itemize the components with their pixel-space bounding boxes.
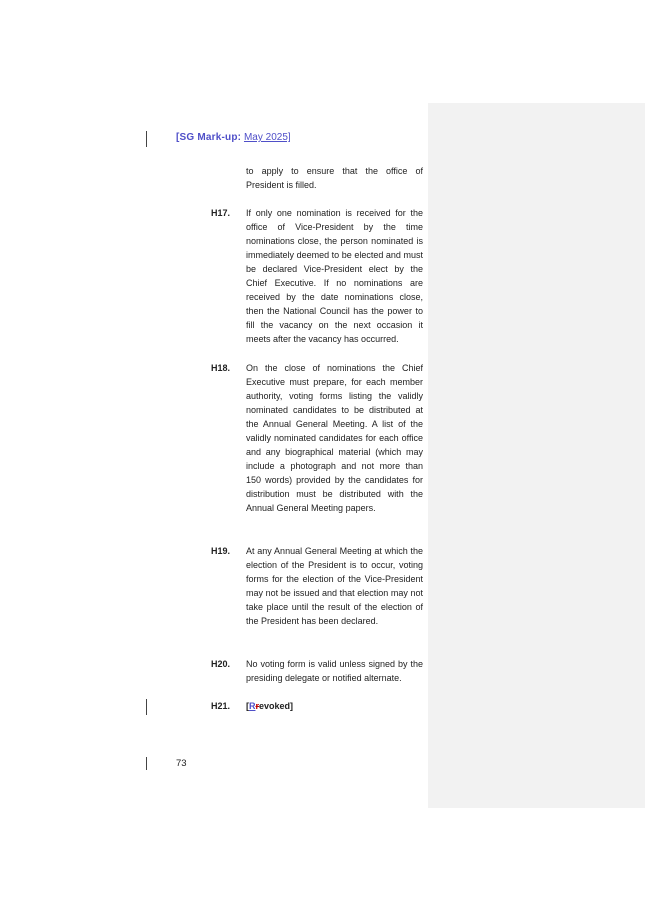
page-number: 73 [176,758,187,769]
change-bar-footer [146,757,147,770]
markup-date: May 2025] [243,132,291,143]
revoked-inserted-letter: R [249,701,256,711]
clause-text: If only one nomination is received for the office of Vice-President by the time nominations close, the person nominated is immediately deemed to be elected and must be declared Vice-President elect by the Chief Executive. If no nominations are received by the date nominations close, then the National Council has the power to fill the vacancy on the next occasion it meets after the vacancy has occurred. [246,208,423,344]
clause-number: H18. [211,363,231,373]
comment-pane [428,103,645,808]
continuation-paragraph [211,164,423,192]
change-bar-header [146,131,147,147]
revoked-open-bracket: [ [246,701,249,711]
clause-h20 [211,657,423,685]
clause-text: At any Annual General Meeting at which the election of the President is to occur, voting forms for the election of the Vice-President may not be issued and that election may not take place until the result of the election of the President has been declared. [246,546,423,626]
clause-number: H19. [211,546,231,556]
revoked-rest: evoked] [259,701,294,711]
change-bar-h21 [146,699,147,715]
continuation-text: to apply to ensure that the office of President is filled. [246,166,423,190]
clause-h18 [211,361,423,515]
revoked-text [246,699,423,713]
clause-h21 [211,699,423,713]
clause-h19 [211,544,423,628]
revoked-deleted-letter: r [255,701,260,711]
markup-label: [SG Mark-up: [176,132,242,143]
clause-h17 [211,206,423,346]
clause-text: No voting form is valid unless signed by the presiding delegate or notified alternate. [246,659,423,683]
clause-text: On the close of nominations the Chief Executive must prepare, for each member authority, voting forms listing the validly nominated candidates to be distributed at the Annual General Meeting. A list of the validly nominated candidates for each office and any biographical material (which may include a photograph and not more than 150 words) provided by the candidates for distribution must be distributed with the Annual General Meeting papers. [246,363,423,513]
clause-number: H17. [211,208,231,218]
clause-number: H21. [211,701,231,711]
markup-header [176,132,291,143]
clause-number: H20. [211,659,231,669]
